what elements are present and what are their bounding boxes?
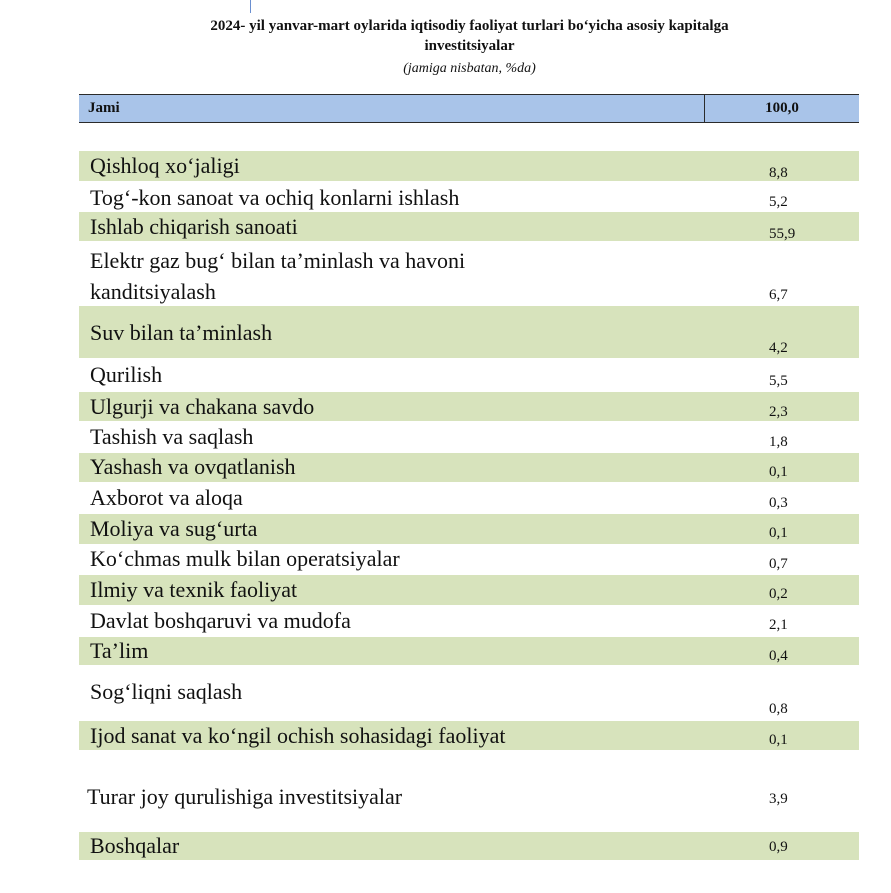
row-value: 0,3 <box>769 495 788 511</box>
total-row <box>79 94 859 123</box>
row-value: 4,2 <box>769 340 788 356</box>
row-label: Yashash va ovqatlanish <box>90 454 296 479</box>
total-label: Jami <box>88 100 120 116</box>
row-value: 2,3 <box>769 404 788 420</box>
table-row <box>79 514 859 544</box>
table-row <box>79 306 859 358</box>
row-label: Davlat boshqaruvi va mudofa <box>90 608 351 633</box>
table-row <box>79 453 859 482</box>
row-value: 0,9 <box>769 839 788 855</box>
row-value: 8,8 <box>769 165 788 181</box>
row-value: 0,7 <box>769 556 788 572</box>
row-label: Ko‘chmas mulk bilan operatsiyalar <box>90 546 400 571</box>
row-value: 5,5 <box>769 373 788 389</box>
row-label: Elektr gaz bug‘ bilan ta’minlash va havoni <box>90 248 466 273</box>
row-label: Tog‘-kon sanoat va ochiq konlarni ishlash <box>90 185 460 210</box>
row-label: Axborot va aloqa <box>90 485 243 510</box>
table-row <box>79 832 859 860</box>
row-label: Moliya va sug‘urta <box>90 516 258 541</box>
table-row <box>79 212 859 241</box>
row-value: 0,1 <box>769 464 788 480</box>
table-row <box>79 181 859 211</box>
table-row <box>79 392 859 421</box>
table-row <box>79 483 859 513</box>
table-row <box>79 244 859 306</box>
table-title-line2: investitsiyalar <box>424 38 515 54</box>
row-value: 6,7 <box>769 287 788 303</box>
table-row <box>79 721 859 750</box>
table-subtitle: (jamiga nisbatan, %da) <box>403 61 536 76</box>
row-label: Sog‘liqni saqlash <box>90 679 243 704</box>
table-row <box>79 151 859 181</box>
row-value: 2,1 <box>769 617 788 633</box>
row-value: 0,8 <box>769 701 788 717</box>
row-label: Ulgurji va chakana savdo <box>90 394 315 419</box>
row-label: Ilmiy va texnik faoliyat <box>90 577 298 602</box>
table-title-line1: 2024- yil yanvar-mart oylarida iqtisodiy faoliyat turlari bo‘yicha asosiy kapitalga <box>210 18 729 34</box>
row-label-continued: kanditsiyalash <box>90 279 216 304</box>
table-row <box>79 575 859 605</box>
row-value: 3,9 <box>769 791 788 807</box>
row-value: 55,9 <box>769 226 796 242</box>
row-label: Tashish va saqlash <box>90 424 254 449</box>
row-label: Boshqalar <box>90 833 180 858</box>
table-row <box>79 360 859 391</box>
row-value: 0,1 <box>769 525 788 541</box>
row-label: Qurilish <box>90 362 163 387</box>
total-value: 100,0 <box>765 100 799 116</box>
text-cursor-mark <box>250 0 251 13</box>
row-label: Turar joy qurulishiga investitsiyalar <box>87 784 403 809</box>
row-label: Ishlab chiqarish sanoati <box>90 214 298 239</box>
table-row <box>79 667 859 720</box>
row-value: 5,2 <box>769 194 788 210</box>
table-row <box>79 637 859 665</box>
row-label: Qishloq xo‘jaligi <box>90 153 240 178</box>
table-row <box>79 422 859 452</box>
row-value: 0,1 <box>769 732 788 748</box>
row-value: 0,4 <box>769 648 788 664</box>
row-label: Ta’lim <box>90 638 149 663</box>
row-value: 1,8 <box>769 434 788 450</box>
row-label: Ijod sanat va ko‘ngil ochish sohasidagi faoliyat <box>90 723 506 748</box>
table-row <box>79 775 859 815</box>
row-label: Suv bilan ta’minlash <box>90 320 273 345</box>
table-row <box>79 606 859 636</box>
table-row <box>79 545 859 574</box>
row-value: 0,2 <box>769 586 788 602</box>
